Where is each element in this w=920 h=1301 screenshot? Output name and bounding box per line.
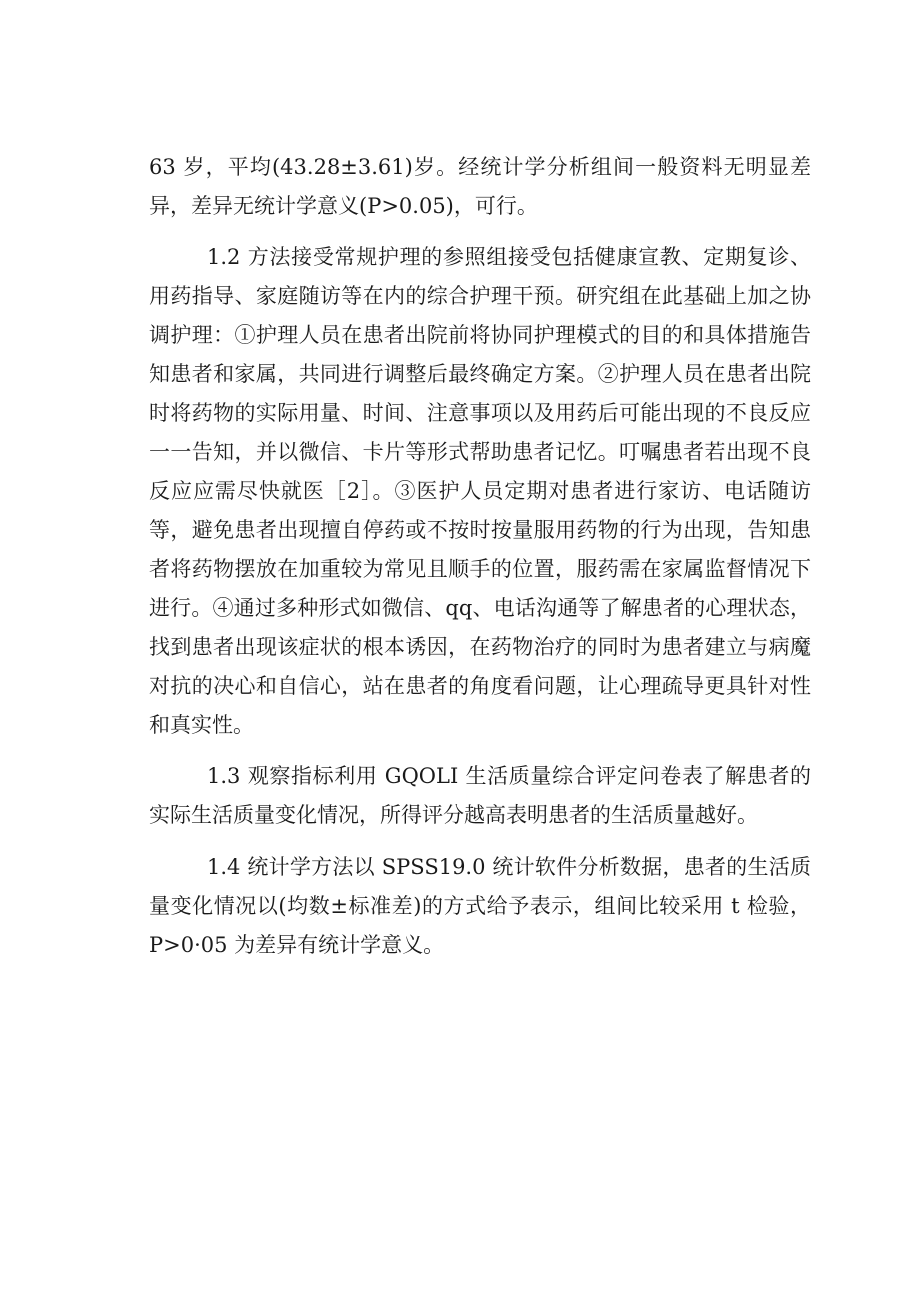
paragraph-spacer	[149, 835, 811, 848]
paragraph-statistical-methods: 1.4 统计学方法以 SPSS19.0 统计软件分析数据，患者的生活质量变化情况以(均数±标准差)的方式给予表示，组间比较采用 t 检验，P>0·05 为差异有统计学意义。	[149, 855, 811, 957]
document-body	[149, 148, 811, 965]
paragraph-observation-indicators: 1.3 观察指标利用 GQOLI 生活质量综合评定问卷表了解患者的实际生活质量变化情况，所得评分越高表明患者的生活质量越好。	[149, 764, 811, 827]
paragraph-methods: 1.2 方法接受常规护理的参照组接受包括健康宣教、定期复诊、用药指导、家庭随访等在内的综合护理干预。研究组在此基础上加之协调护理：①护理人员在患者出院前将协同护理模式的目的和具体措施告知患者和家属，共同进行调整后最终确定方案。②护理人员在患者出院时将药物的实际用量、时间、注意事项以及用药后可能出现的不良反应一一告知，并以微信、卡片等形式帮助患者记忆。叮嘱患者若出现不良反应应需尽快就医［2］。③医护人员定期对患者进行家访、电话随访等，避免患者出现擅自停药或不按时按量服用药物的行为出现，告知患者将药物摆放在加重较为常见且顺手的位置，服药需在家属监督情况下进行。④通过多种形式如微信、qq、电话沟通等了解患者的心理状态，找到患者出现该症状的根本诱因，在药物治疗的同时为患者建立与病魔对抗的决心和自信心，站在患者的角度看问题，让心理疏导更具针对性和真实性。	[149, 245, 811, 737]
paragraph-continuation: 63 岁，平均(43.28±3.61)岁。经统计学分析组间一般资料无明显差异，差异无统计学意义(P>0.05)，可行。	[149, 155, 811, 218]
paragraph-spacer	[149, 745, 811, 757]
paragraph-spacer	[149, 226, 811, 238]
